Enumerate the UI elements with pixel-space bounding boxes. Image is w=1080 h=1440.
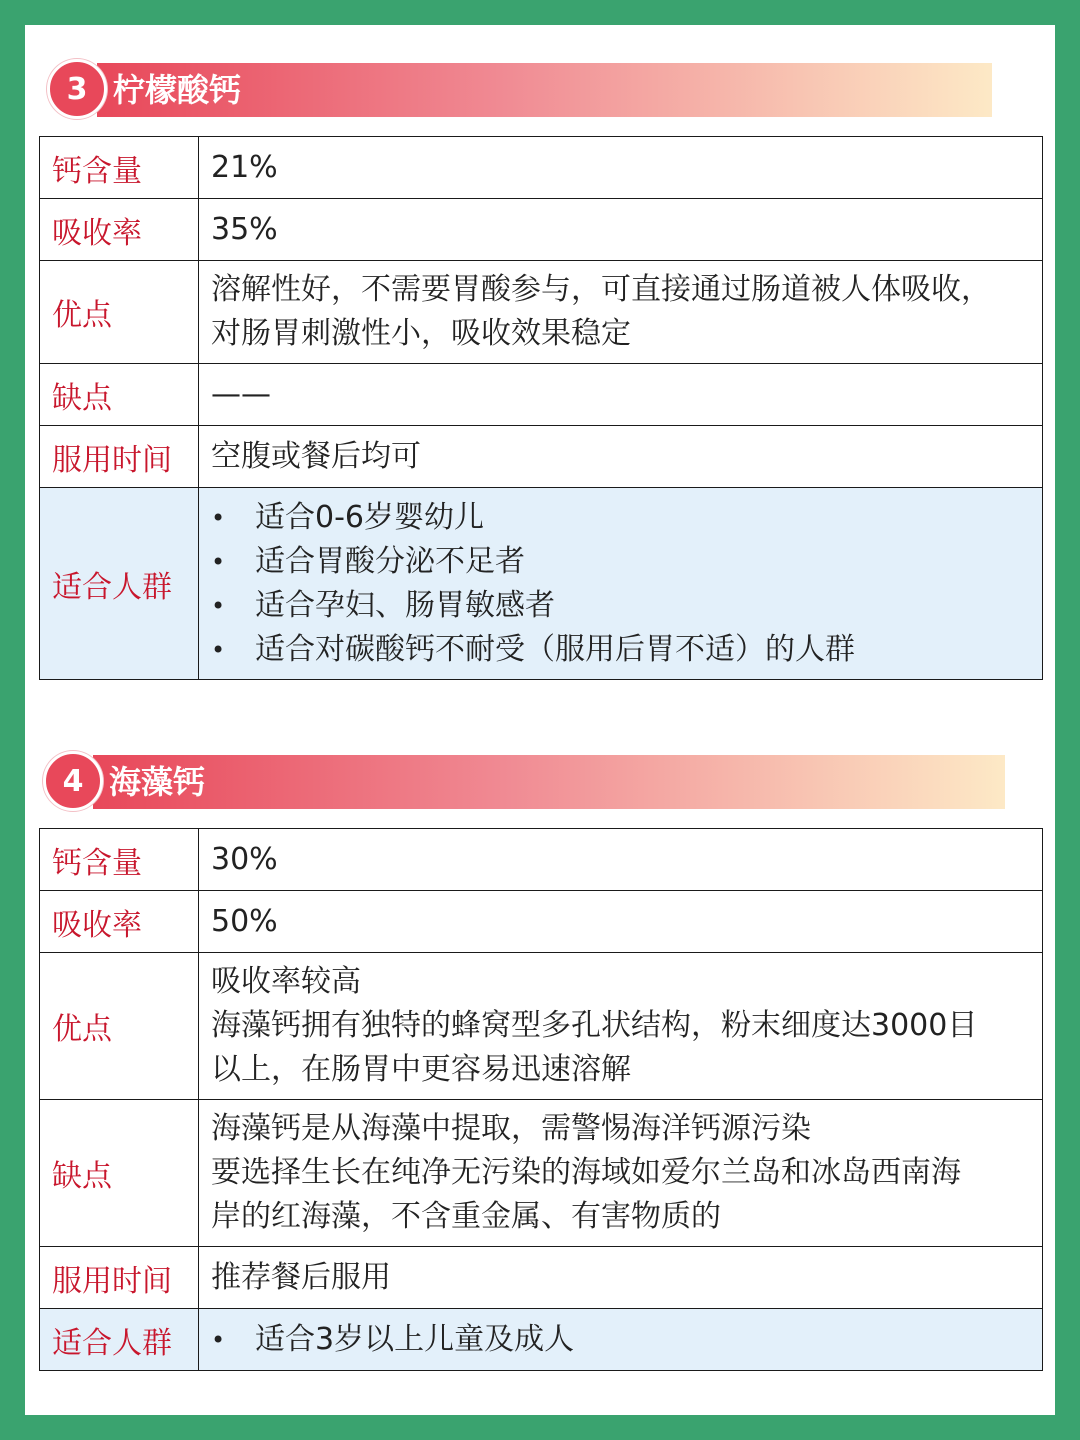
table-row-suitable-groups: [40, 488, 1043, 680]
row-label: 缺点: [40, 364, 199, 426]
section-title: 海藻钙: [93, 755, 1005, 809]
text-line: 海藻钙拥有独特的蜂窝型多孔状结构，粉末细度达3000目: [211, 1008, 978, 1043]
row-label: 缺点: [40, 1100, 199, 1247]
info-table-seaweed-calcium: [39, 828, 1043, 1371]
row-value: [199, 261, 1043, 364]
table-row-calcium-content: [40, 829, 1043, 891]
row-label: 适合人群: [40, 488, 199, 680]
row-value: [199, 488, 1043, 680]
row-value: 21%: [199, 137, 1043, 199]
row-value: 30%: [199, 829, 1043, 891]
table-row-disadvantages: [40, 364, 1043, 426]
row-label: 吸收率: [40, 199, 199, 261]
table-row-suitable-groups: [40, 1309, 1043, 1371]
table-row-advantages: [40, 261, 1043, 364]
row-label: 优点: [40, 953, 199, 1100]
list-item: • 适合孕妇、肠胃敏感者: [211, 584, 1030, 628]
row-label: 服用时间: [40, 1247, 199, 1309]
table-row-disadvantages: [40, 1100, 1043, 1247]
bullet-list: [211, 1318, 1030, 1362]
table-row-calcium-content: [40, 137, 1043, 199]
section-header-seaweed-calcium: [43, 751, 1013, 811]
row-value: 50%: [199, 891, 1043, 953]
section-number-badge: 3: [47, 59, 107, 119]
row-value: 35%: [199, 199, 1043, 261]
list-item: • 适合胃酸分泌不足者: [211, 540, 1030, 584]
table-row-timing: [40, 426, 1043, 488]
row-value: 推荐餐后服用: [199, 1247, 1043, 1309]
table-row-absorption-rate: [40, 199, 1043, 261]
text-line: 岸的红海藻，不含重金属、有害物质的: [211, 1199, 721, 1234]
row-value: [199, 1309, 1043, 1371]
row-value: 空腹或餐后均可: [199, 426, 1043, 488]
table-row-timing: [40, 1247, 1043, 1309]
table-row-absorption-rate: [40, 891, 1043, 953]
text-line: 吸收率较高: [211, 964, 361, 999]
row-value: [199, 953, 1043, 1100]
text-line: 要选择生长在纯净无污染的海域如爱尔兰岛和冰岛西南海: [211, 1155, 961, 1190]
row-value: [199, 1100, 1043, 1247]
list-item: • 适合3岁以上儿童及成人: [211, 1318, 1030, 1362]
row-label: 钙含量: [40, 137, 199, 199]
bullet-list: [211, 496, 1030, 672]
list-item: • 适合0-6岁婴幼儿: [211, 496, 1030, 540]
section-header-calcium-citrate: [47, 59, 997, 119]
text-line: 对肠胃刺激性小，吸收效果稳定: [211, 316, 631, 351]
section-title: 柠檬酸钙: [97, 63, 992, 117]
section-number-badge: 4: [43, 751, 103, 811]
row-label: 适合人群: [40, 1309, 199, 1371]
row-label: 优点: [40, 261, 199, 364]
text-line: 以上，在肠胃中更容易迅速溶解: [211, 1052, 631, 1087]
row-label: 吸收率: [40, 891, 199, 953]
info-table-calcium-citrate: [39, 136, 1043, 680]
row-value: ——: [199, 364, 1043, 426]
row-label: 钙含量: [40, 829, 199, 891]
table-row-advantages: [40, 953, 1043, 1100]
list-item: • 适合对碳酸钙不耐受（服用后胃不适）的人群: [211, 628, 1030, 672]
content-card: [25, 25, 1055, 1415]
text-line: 海藻钙是从海藻中提取，需警惕海洋钙源污染: [211, 1111, 811, 1146]
row-label: 服用时间: [40, 426, 199, 488]
text-line: 溶解性好，不需要胃酸参与，可直接通过肠道被人体吸收，: [211, 272, 991, 307]
